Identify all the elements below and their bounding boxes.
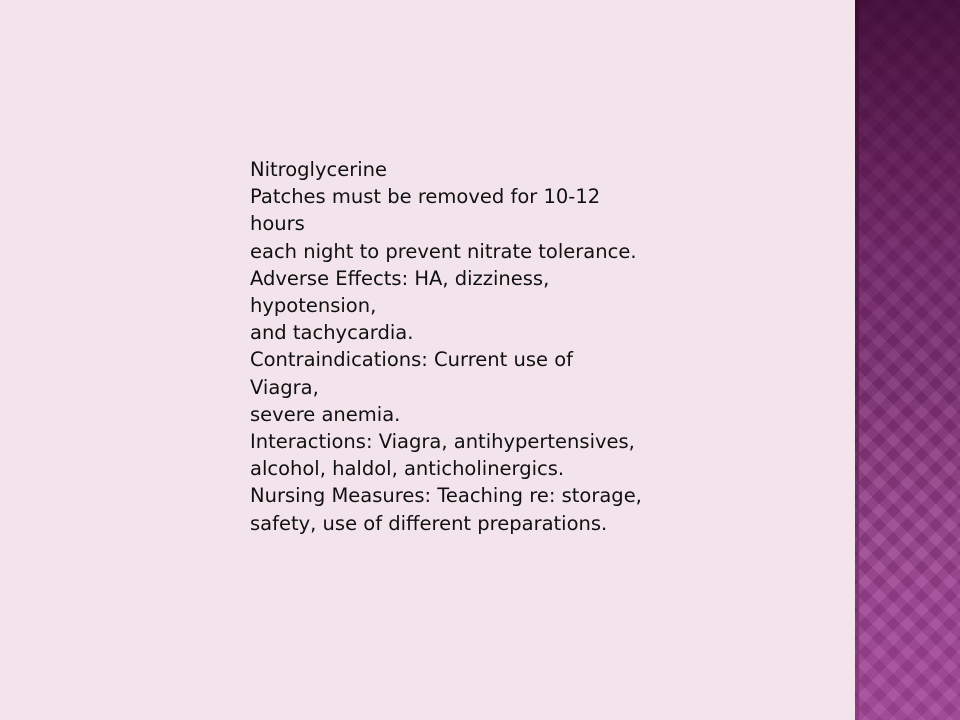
text-line: each night to prevent nitrate tolerance. <box>250 239 637 263</box>
text-line: and tachycardia. <box>250 321 414 345</box>
text-line: Viagra, <box>250 375 319 399</box>
text-line: severe anemia. <box>250 402 401 426</box>
text-line: alcohol, haldol, anticholinergics. <box>250 457 565 481</box>
text-line: hours <box>250 212 305 236</box>
slide-title: Nitroglycerine <box>250 158 388 181</box>
decorative-side-panel <box>855 0 960 720</box>
bullet-line-patches: Patches must be removed for 10-12 <box>250 185 601 209</box>
bullet-line-interactions: Interactions: Viagra, antihypertensives, <box>250 430 635 454</box>
bullet-line-adverse-effects: Adverse Effects: HA, dizziness, <box>250 266 550 290</box>
text-line: hypotension, <box>250 294 377 318</box>
content-text-box <box>250 156 720 537</box>
bullet-line-contraindications: Contraindications: Current use of <box>250 348 573 372</box>
text-line: safety, use of different preparations. <box>250 511 608 535</box>
bullet-line-nursing-measures: Nursing Measures: Teaching re: storage, <box>250 484 642 508</box>
